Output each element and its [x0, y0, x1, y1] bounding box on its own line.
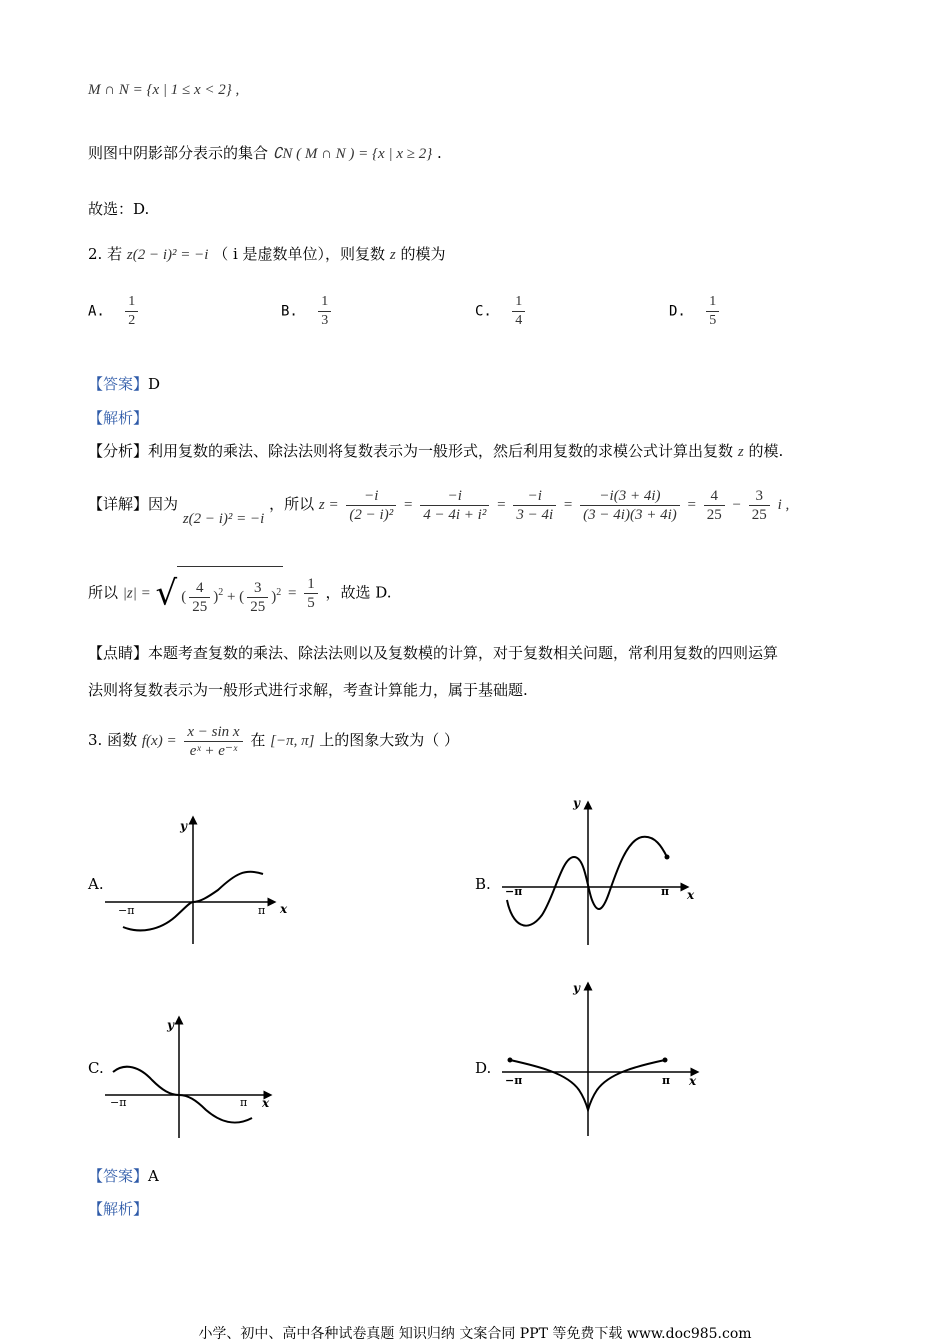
frac-5 — [704, 487, 725, 524]
frac-num: −i(3 + 4i) — [580, 487, 680, 506]
m-frac-1 — [189, 579, 210, 616]
choose-d-line: 故选：D. — [88, 200, 150, 218]
q2-suffix: 的模为 — [400, 245, 446, 263]
detail-z: z = — [318, 497, 339, 513]
frac-num: 3 — [247, 579, 268, 598]
q3-answer-line — [88, 1166, 159, 1186]
frac-num: −i — [420, 487, 489, 506]
q2-stem — [88, 244, 445, 265]
y-label: y — [180, 819, 187, 833]
q2-option-d — [669, 293, 722, 330]
frac-6-tail: i , — [777, 497, 790, 513]
neg-pi-label: −π — [505, 885, 523, 898]
answer-value: A — [148, 1167, 159, 1185]
option-letter: A. — [88, 303, 105, 320]
frac-num: 1 — [304, 575, 318, 594]
answer-tag: 【答案】 — [88, 375, 149, 393]
dianjing-line-2: 法则将复数表示为一般形式进行求解，考查计算能力，属于基础题. — [88, 681, 528, 699]
frac-num: 4 — [189, 579, 210, 598]
option-letter: D. — [669, 303, 686, 320]
detail-so: ，所以 — [269, 495, 315, 513]
frac-num: 1 — [318, 293, 331, 312]
sqrt-body: ( $\frac{4}{25}$ )$^2$ + ( $\frac{3}{25}$ )$^2$ — [177, 566, 283, 621]
q3-option-c-label: C. — [88, 1059, 104, 1077]
q3-analysis-tag: 【解析】 — [88, 1200, 149, 1218]
pi-label: π — [240, 1096, 248, 1109]
dianjing-tag: 【点睛】 — [88, 644, 149, 662]
q2-modulus-line: 所以 |z| = √ ( $\frac{4}{25}$ )$^2$ + ( $\frac{3}{25}$ )$^2$ = $\frac{1}{5}$ ，故选 D. — [88, 566, 392, 621]
q2-option-c — [475, 293, 528, 330]
frac-den: 3 − 4i — [516, 506, 554, 523]
footer-text: 小学、初中、高中各种试卷真题 知识归纳 文案合同 PPT 等免费下载 www.doc985.com — [198, 1326, 752, 1342]
frac-num: 1 — [125, 293, 138, 312]
graph-b — [497, 795, 707, 950]
frac-den: 4 — [515, 313, 523, 328]
fenxi-var: z — [737, 444, 744, 460]
pi-label: π — [662, 1074, 671, 1087]
frac-3 — [513, 487, 556, 524]
mod-suffix: ，故选 D. — [325, 583, 392, 602]
frac-den: eˣ + e⁻ˣ — [189, 742, 238, 759]
q2-fenxi-line — [88, 441, 783, 462]
q3-in: 在 — [250, 731, 266, 749]
mod-prefix: 所以 — [88, 583, 119, 602]
shaded-set-suffix: . — [437, 144, 442, 162]
option-fraction — [125, 293, 138, 330]
frac-num: 4 — [704, 487, 725, 506]
q2-analysis-tag: 【解析】 — [88, 409, 149, 427]
shaded-set-math: ∁N ( M ∩ N ) = {x | x ≥ 2} — [272, 146, 433, 162]
graph-a — [100, 812, 300, 952]
graph-c — [100, 1012, 280, 1142]
intersection-line: M ∩ N = {x | 1 ≤ x < 2} , — [88, 82, 240, 98]
frac-num: 1 — [706, 293, 719, 312]
exp: 2 — [218, 587, 224, 598]
frac-den: 25 — [706, 506, 722, 523]
exp: 2 — [276, 587, 282, 598]
answer-value: D — [148, 375, 161, 393]
x-label: x — [687, 888, 695, 902]
frac-den: 25 — [250, 599, 266, 616]
detail-because: 因为 — [148, 495, 179, 513]
answer-tag: 【答案】 — [88, 1167, 149, 1185]
x-label: x — [689, 1074, 697, 1088]
fenxi-text: 利用复数的乘法、除法法则将复数表示为一般形式，然后利用复数的求模公式计算出复数 — [148, 442, 734, 460]
y-label: y — [573, 796, 580, 810]
frac-den: (2 − i)² — [349, 506, 394, 523]
q2-option-a — [88, 293, 141, 330]
fenxi-tag: 【分析】 — [88, 442, 149, 460]
sqrt-sign: √ — [155, 573, 178, 614]
option-fraction — [706, 293, 719, 330]
curve-end-point — [663, 1058, 668, 1063]
fenxi-end: 的模. — [748, 442, 784, 460]
q3-fx: f(x) = — [141, 733, 177, 749]
frac-den: 4 − 4i + i² — [423, 506, 487, 523]
pi-label: π — [661, 885, 670, 898]
frac-num: x − sin x — [184, 723, 242, 742]
option-letter: B. — [281, 303, 298, 320]
dianjing-line-1 — [88, 643, 778, 663]
shaded-set-prefix: 则图中阴影部分表示的集合 — [88, 144, 269, 162]
frac-num: 3 — [749, 487, 770, 506]
curve — [507, 837, 670, 926]
option-letter: C. — [475, 303, 492, 320]
q2-paren: （ i 是虚数单位），则复数 — [213, 245, 386, 263]
neg-pi-label: −π — [110, 1096, 127, 1109]
frac-den: 3 — [321, 313, 329, 328]
frac-den: 25 — [192, 599, 208, 616]
frac-num: 1 — [512, 293, 525, 312]
graph-d — [497, 978, 707, 1140]
q3-suffix: 上的图象大致为（ ） — [319, 731, 460, 749]
y-label: y — [573, 981, 580, 995]
neg-pi-label: −π — [505, 1074, 523, 1087]
frac-num: −i — [513, 487, 556, 506]
q2-var: z — [389, 247, 396, 263]
detail-tag: 【详解】 — [88, 495, 149, 513]
frac-den: 25 — [751, 506, 767, 523]
detail-cond: z(2 − i)² = −i — [182, 511, 265, 527]
y-label: y — [167, 1018, 174, 1032]
curve-start-point — [508, 1058, 513, 1063]
q2-prefix: 2. 若 — [88, 245, 123, 263]
q3-option-b-label: B. — [475, 875, 491, 893]
q3-option-a-label: A. — [88, 875, 104, 893]
x-label: x — [280, 902, 288, 916]
pi-label: π — [258, 904, 266, 917]
dianjing-text-1: 本题考查复数的乘法、除法法则以及复数模的计算，对于复数相关问题，常利用复数的四则运算 — [148, 644, 779, 662]
option-fraction — [512, 293, 525, 330]
q2-option-b — [281, 293, 334, 330]
mod-z: |z| = — [122, 585, 151, 602]
m-frac-2 — [247, 579, 268, 616]
frac-den: 2 — [128, 313, 136, 328]
frac-den: 5 — [709, 313, 717, 328]
frac-den: (3 − 4i)(3 + 4i) — [583, 506, 677, 523]
frac-2 — [420, 487, 489, 524]
q2-equation: z(2 − i)² = −i — [126, 247, 209, 263]
frac-4 — [580, 487, 680, 524]
curve-end-point — [665, 855, 670, 860]
x-label: x — [262, 1096, 270, 1110]
q3-stem — [88, 718, 459, 763]
q2-detail-line: 【详解】因为 z(2 − i)² = −i ，所以 z = $\frac{-i}{\text{(2 − i)²}}$ = $\frac{-i}{\text{4 − 4i + i²}}$ = $\frac{-i}{3 - 4i}$ = $\frac{-i(3 + 4i)}{(3 - 4i)(3 + 4i)}$ = $\frac{4}{25}$ − $\frac{3}{25}$ i , — [88, 487, 790, 527]
q3-option-d-label: D. — [475, 1059, 492, 1077]
q3-interval: [−π, π] — [270, 733, 315, 749]
frac-num: −i — [346, 487, 396, 506]
q3-prefix: 3. 函数 — [88, 731, 138, 749]
option-fraction — [318, 293, 331, 330]
q2-answer-line — [88, 374, 160, 394]
frac-den: 5 — [307, 595, 315, 611]
neg-pi-label: −π — [118, 904, 135, 917]
shaded-set-line — [88, 143, 442, 164]
m-frac-result — [304, 575, 318, 612]
q3-fraction — [184, 723, 242, 760]
frac-6 — [749, 487, 770, 524]
frac-1 — [346, 487, 396, 524]
